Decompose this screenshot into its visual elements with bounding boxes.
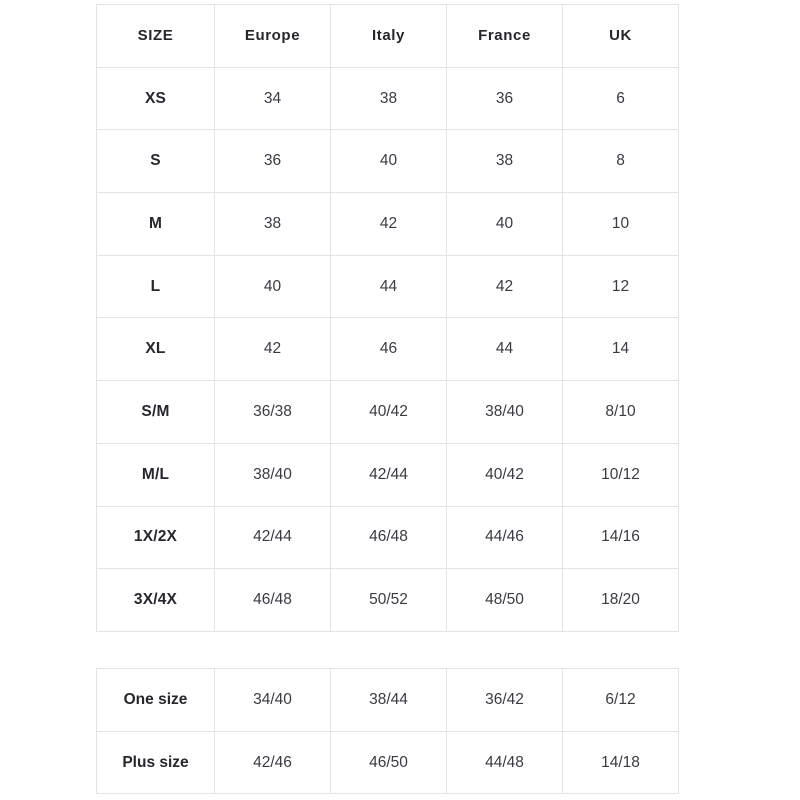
cell-europe: 36	[215, 130, 331, 193]
cell-size: S	[97, 130, 215, 193]
cell-france: 40/42	[447, 443, 563, 506]
cell-europe: 42	[215, 318, 331, 381]
cell-italy: 40	[331, 130, 447, 193]
cell-europe: 42/46	[215, 731, 331, 794]
table-row	[97, 506, 679, 569]
table-row	[97, 130, 679, 193]
cell-size: XS	[97, 67, 215, 130]
cell-europe: 34	[215, 67, 331, 130]
cell-europe: 40	[215, 255, 331, 318]
cell-size: Plus size	[97, 731, 215, 794]
table-row	[97, 193, 679, 256]
cell-uk: 14/16	[563, 506, 679, 569]
cell-italy: 46/50	[331, 731, 447, 794]
cell-france: 44/46	[447, 506, 563, 569]
table-row	[97, 255, 679, 318]
cell-italy: 40/42	[331, 381, 447, 444]
cell-france: 36/42	[447, 669, 563, 732]
cell-uk: 10/12	[563, 443, 679, 506]
cell-italy: 50/52	[331, 569, 447, 632]
cell-size: S/M	[97, 381, 215, 444]
one-size-conversion-table	[96, 668, 679, 794]
cell-size: M/L	[97, 443, 215, 506]
cell-uk: 8	[563, 130, 679, 193]
cell-uk: 18/20	[563, 569, 679, 632]
cell-italy: 44	[331, 255, 447, 318]
column-header-europe: Europe	[215, 5, 331, 68]
table-row	[97, 669, 679, 732]
column-header-italy: Italy	[331, 5, 447, 68]
cell-uk: 6	[563, 67, 679, 130]
table-row	[97, 569, 679, 632]
cell-france: 48/50	[447, 569, 563, 632]
cell-europe: 46/48	[215, 569, 331, 632]
cell-size: XL	[97, 318, 215, 381]
cell-europe: 38/40	[215, 443, 331, 506]
column-header-uk: UK	[563, 5, 679, 68]
cell-size: 1X/2X	[97, 506, 215, 569]
cell-france: 36	[447, 67, 563, 130]
cell-uk: 8/10	[563, 381, 679, 444]
cell-france: 38/40	[447, 381, 563, 444]
cell-europe: 36/38	[215, 381, 331, 444]
table-row	[97, 731, 679, 794]
cell-uk: 6/12	[563, 669, 679, 732]
cell-italy: 42	[331, 193, 447, 256]
cell-size: 3X/4X	[97, 569, 215, 632]
cell-italy: 42/44	[331, 443, 447, 506]
cell-italy: 46/48	[331, 506, 447, 569]
table-row	[97, 318, 679, 381]
cell-france: 44	[447, 318, 563, 381]
cell-france: 38	[447, 130, 563, 193]
cell-france: 44/48	[447, 731, 563, 794]
cell-uk: 14	[563, 318, 679, 381]
cell-italy: 38/44	[331, 669, 447, 732]
cell-size: M	[97, 193, 215, 256]
cell-europe: 38	[215, 193, 331, 256]
cell-france: 42	[447, 255, 563, 318]
size-conversion-table	[96, 4, 679, 632]
table-row	[97, 67, 679, 130]
cell-size: L	[97, 255, 215, 318]
cell-size: One size	[97, 669, 215, 732]
cell-europe: 42/44	[215, 506, 331, 569]
cell-italy: 46	[331, 318, 447, 381]
table-header-row	[97, 5, 679, 68]
column-header-size: SIZE	[97, 5, 215, 68]
cell-france: 40	[447, 193, 563, 256]
cell-uk: 10	[563, 193, 679, 256]
cell-uk: 12	[563, 255, 679, 318]
cell-europe: 34/40	[215, 669, 331, 732]
column-header-france: France	[447, 5, 563, 68]
cell-italy: 38	[331, 67, 447, 130]
table-row	[97, 381, 679, 444]
cell-uk: 14/18	[563, 731, 679, 794]
table-row	[97, 443, 679, 506]
